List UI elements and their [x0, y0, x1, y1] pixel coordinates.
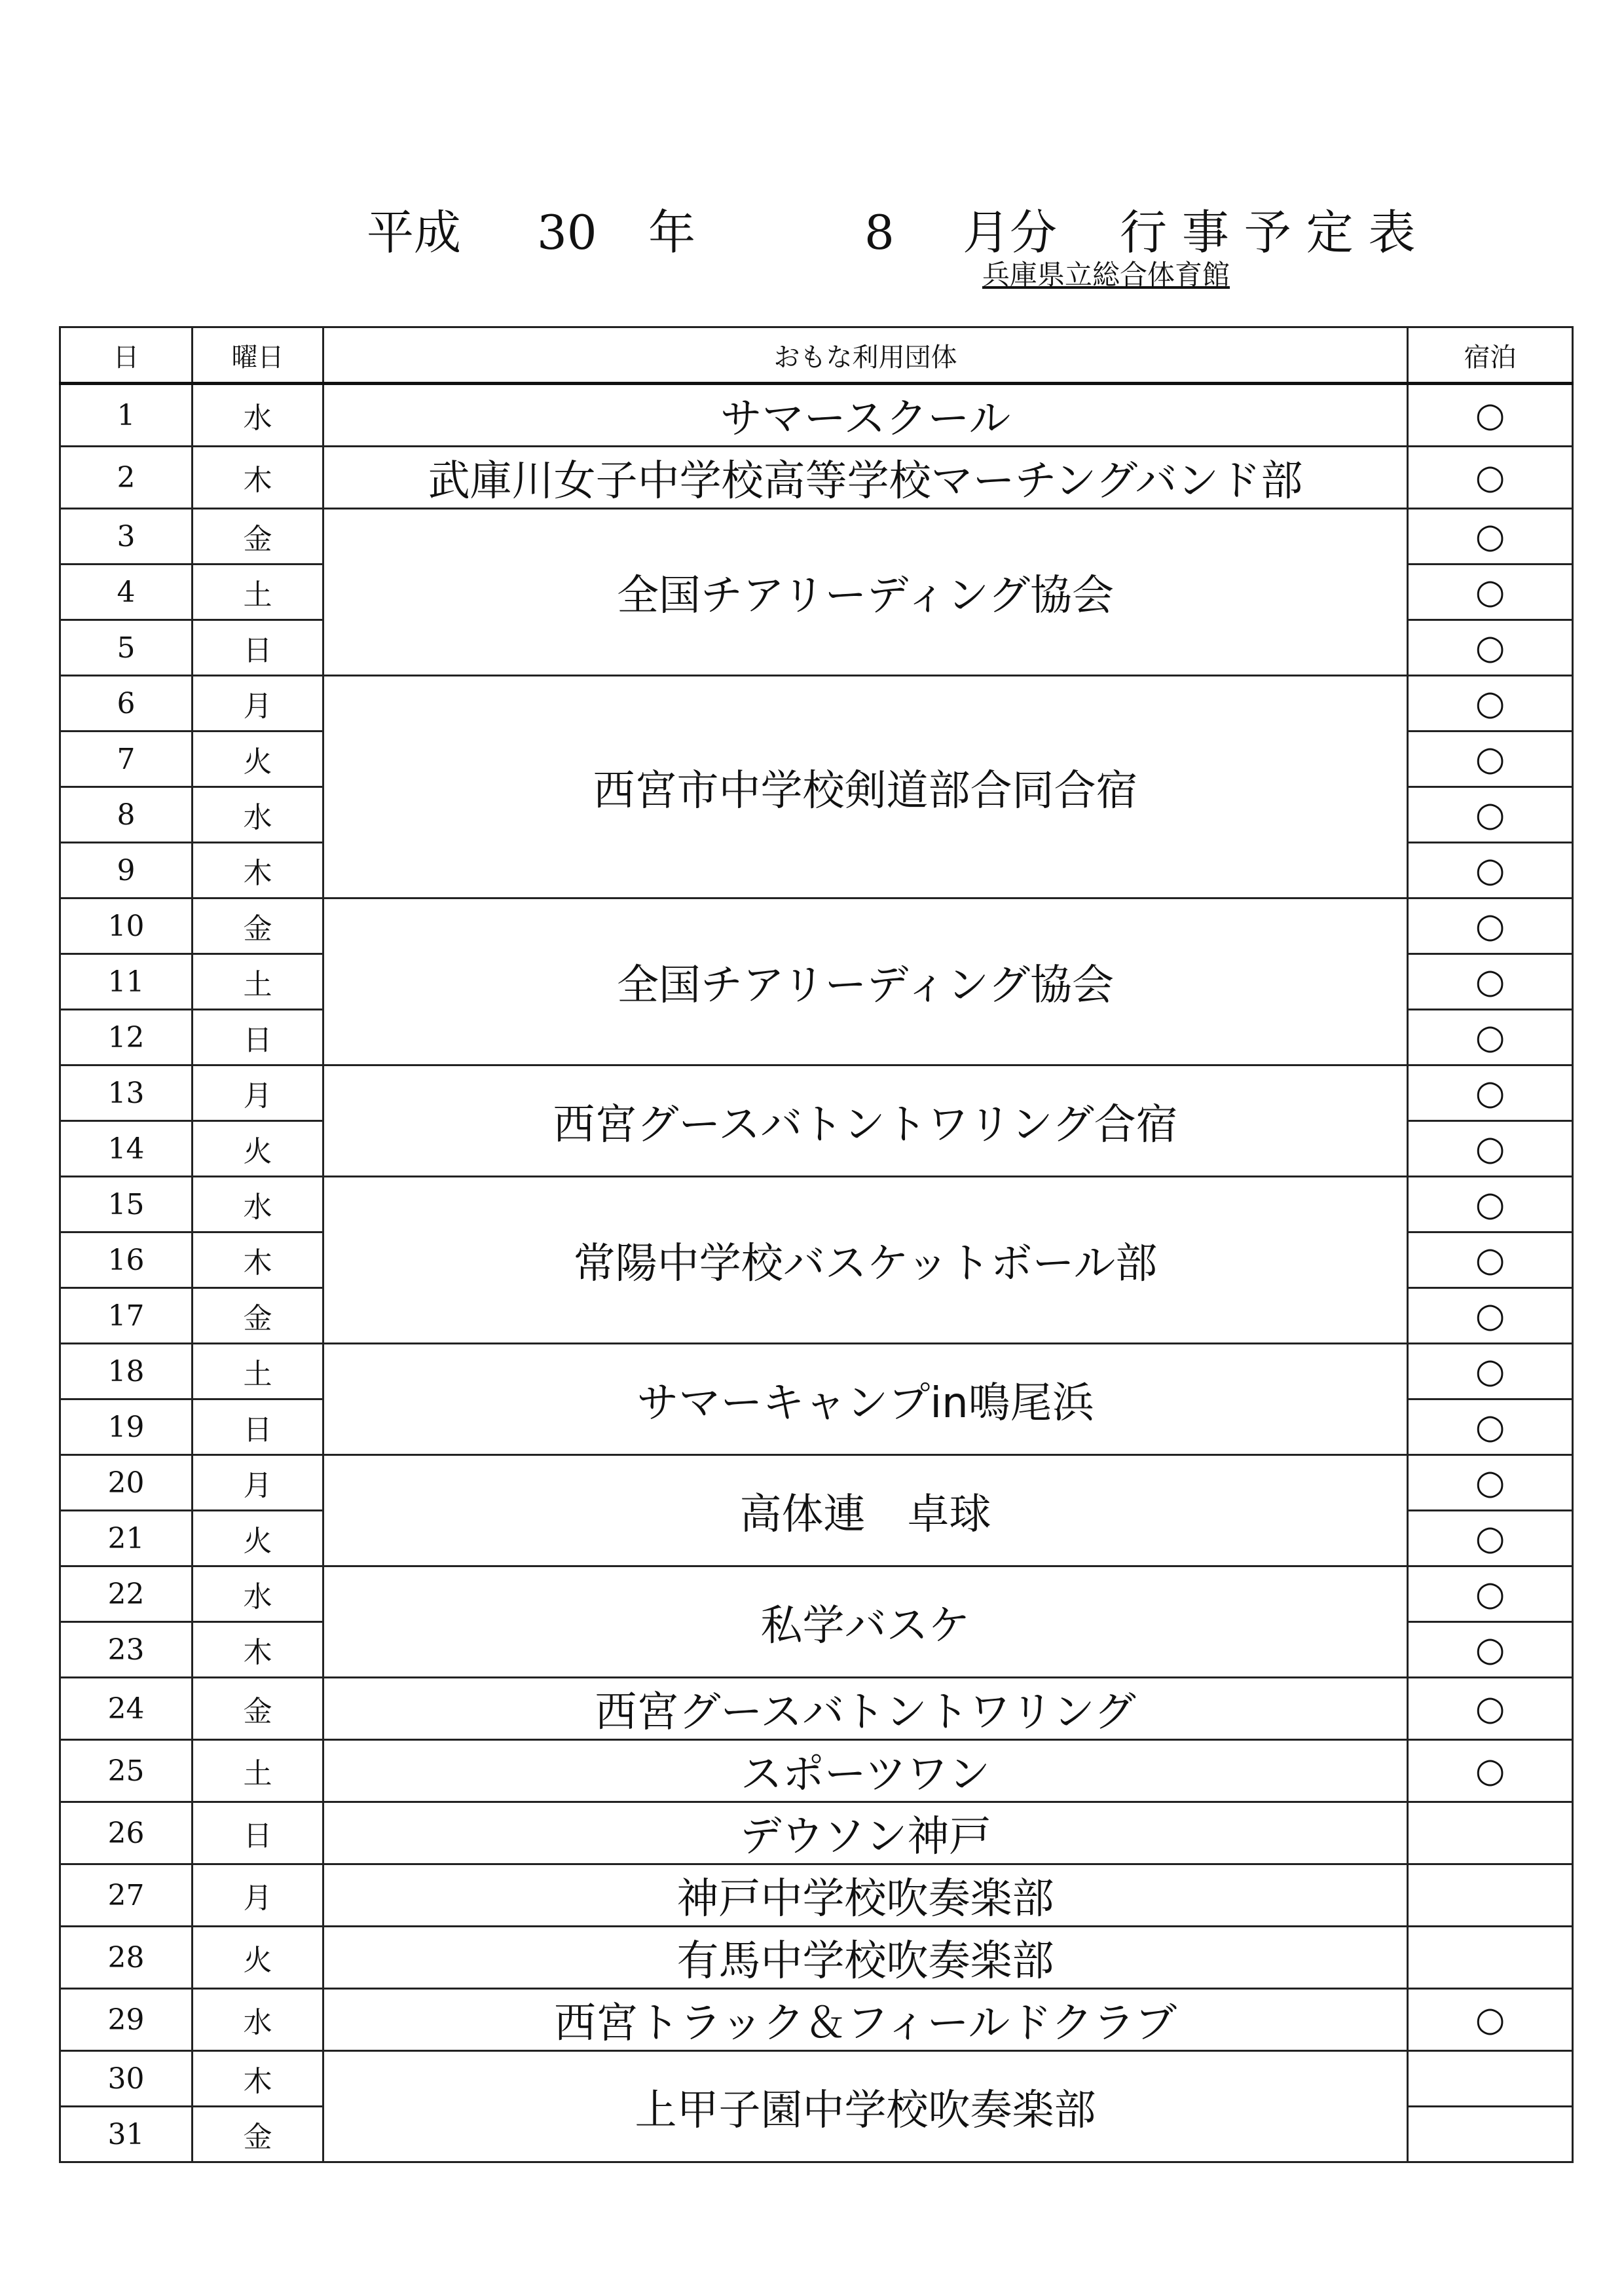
- weekday-cell: 木: [193, 843, 323, 898]
- day-cell: 13: [60, 1065, 193, 1121]
- group-cell: 西宮トラック＆フィールドクラブ: [323, 1989, 1408, 2051]
- stay-cell: ○: [1408, 1511, 1573, 1566]
- table-row: [60, 2051, 1573, 2107]
- weekday-cell: 金: [193, 1678, 323, 1740]
- day-cell: 8: [60, 787, 193, 843]
- day-cell: 31: [60, 2107, 193, 2162]
- header-day: 日: [60, 327, 193, 384]
- table-row: [60, 1065, 1573, 1121]
- weekday-cell: 日: [193, 1010, 323, 1065]
- stay-cell: ○: [1408, 1989, 1573, 2051]
- stay-cell: ○: [1408, 1678, 1573, 1740]
- day-cell: 2: [60, 447, 193, 509]
- table-row: [60, 1566, 1573, 1622]
- weekday-cell: 木: [193, 1622, 323, 1678]
- day-cell: 26: [60, 1802, 193, 1864]
- stay-cell: ○: [1408, 954, 1573, 1010]
- table-row: [60, 1989, 1573, 2051]
- table-row: [60, 1802, 1573, 1864]
- stay-cell: ○: [1408, 1010, 1573, 1065]
- stay-cell: ○: [1408, 1232, 1573, 1288]
- stay-cell: ○: [1408, 1177, 1573, 1232]
- day-cell: 21: [60, 1511, 193, 1566]
- stay-cell: ○: [1408, 509, 1573, 565]
- group-cell: 全国チアリーディング協会: [323, 898, 1408, 1065]
- weekday-cell: 土: [193, 565, 323, 620]
- schedule-table: [59, 326, 1574, 2163]
- table-row: [60, 1740, 1573, 1802]
- stay-cell: [1408, 1802, 1573, 1864]
- table-row: [60, 1864, 1573, 1927]
- group-cell: 私学バスケ: [323, 1566, 1408, 1678]
- day-cell: 17: [60, 1288, 193, 1344]
- weekday-cell: 火: [193, 1121, 323, 1177]
- group-cell: 西宮グースバトントワリング: [323, 1678, 1408, 1740]
- stay-cell: ○: [1408, 1740, 1573, 1802]
- day-cell: 12: [60, 1010, 193, 1065]
- weekday-cell: 土: [193, 1344, 323, 1399]
- stay-cell: ○: [1408, 1344, 1573, 1399]
- weekday-cell: 金: [193, 509, 323, 565]
- stay-cell: ○: [1408, 1288, 1573, 1344]
- weekday-cell: 金: [193, 2107, 323, 2162]
- stay-cell: ○: [1408, 843, 1573, 898]
- stay-cell: ○: [1408, 620, 1573, 676]
- stay-cell: ○: [1408, 731, 1573, 787]
- weekday-cell: 月: [193, 676, 323, 731]
- day-cell: 15: [60, 1177, 193, 1232]
- stay-cell: ○: [1408, 1622, 1573, 1678]
- day-cell: 24: [60, 1678, 193, 1740]
- stay-cell: ○: [1408, 384, 1573, 447]
- weekday-cell: 木: [193, 2051, 323, 2107]
- stay-cell: ○: [1408, 447, 1573, 509]
- weekday-cell: 水: [193, 787, 323, 843]
- title-era: 平成: [367, 205, 462, 260]
- weekday-cell: 月: [193, 1065, 323, 1121]
- table-row: [60, 1344, 1573, 1399]
- weekday-cell: 月: [193, 1864, 323, 1927]
- weekday-cell: 金: [193, 1288, 323, 1344]
- day-cell: 27: [60, 1864, 193, 1927]
- group-cell: デウソン神戸: [323, 1802, 1408, 1864]
- day-cell: 29: [60, 1989, 193, 2051]
- weekday-cell: 水: [193, 1989, 323, 2051]
- title-month: 8: [864, 205, 895, 260]
- group-cell: サマーキャンプin鳴尾浜: [323, 1344, 1408, 1455]
- title-year-unit: 年: [648, 205, 696, 260]
- title-month-unit: 月分: [963, 205, 1058, 260]
- table-row: [60, 1678, 1573, 1740]
- table-row: [60, 384, 1573, 447]
- table-row: [60, 447, 1573, 509]
- weekday-cell: 木: [193, 447, 323, 509]
- schedule-body: [60, 384, 1573, 2162]
- title-label: 行 事 予 定 表: [1120, 205, 1416, 260]
- table-row: [60, 509, 1573, 565]
- stay-cell: ○: [1408, 676, 1573, 731]
- weekday-cell: 火: [193, 731, 323, 787]
- stay-cell: ○: [1408, 1566, 1573, 1622]
- group-cell: 全国チアリーディング協会: [323, 509, 1408, 676]
- day-cell: 10: [60, 898, 193, 954]
- day-cell: 16: [60, 1232, 193, 1288]
- header-row: [60, 327, 1573, 384]
- facility-name: 兵庫県立総合体育館: [982, 259, 1230, 291]
- stay-cell: [1408, 1864, 1573, 1927]
- weekday-cell: 日: [193, 1399, 323, 1455]
- stay-cell: ○: [1408, 1399, 1573, 1455]
- weekday-cell: 日: [193, 620, 323, 676]
- group-cell: 常陽中学校バスケットボール部: [323, 1177, 1408, 1344]
- day-cell: 25: [60, 1740, 193, 1802]
- group-cell: 高体連 卓球: [323, 1455, 1408, 1566]
- day-cell: 18: [60, 1344, 193, 1399]
- stay-cell: ○: [1408, 565, 1573, 620]
- stay-cell: ○: [1408, 1455, 1573, 1511]
- group-cell: 上甲子園中学校吹奏楽部: [323, 2051, 1408, 2162]
- table-row: [60, 1455, 1573, 1511]
- day-cell: 6: [60, 676, 193, 731]
- day-cell: 1: [60, 384, 193, 447]
- group-cell: 神戸中学校吹奏楽部: [323, 1864, 1408, 1927]
- weekday-cell: 火: [193, 1511, 323, 1566]
- table-row: [60, 1177, 1573, 1232]
- day-cell: 22: [60, 1566, 193, 1622]
- day-cell: 7: [60, 731, 193, 787]
- group-cell: スポーツワン: [323, 1740, 1408, 1802]
- day-cell: 3: [60, 509, 193, 565]
- weekday-cell: 木: [193, 1232, 323, 1288]
- stay-cell: [1408, 1927, 1573, 1989]
- stay-cell: [1408, 2051, 1573, 2107]
- weekday-cell: 日: [193, 1802, 323, 1864]
- weekday-cell: 土: [193, 1740, 323, 1802]
- weekday-cell: 火: [193, 1927, 323, 1989]
- day-cell: 5: [60, 620, 193, 676]
- weekday-cell: 土: [193, 954, 323, 1010]
- header-stay: 宿泊: [1408, 327, 1573, 384]
- day-cell: 30: [60, 2051, 193, 2107]
- group-cell: 武庫川女子中学校高等学校マーチングバンド部: [323, 447, 1408, 509]
- weekday-cell: 水: [193, 1566, 323, 1622]
- header-weekday: 曜日: [193, 327, 323, 384]
- day-cell: 11: [60, 954, 193, 1010]
- stay-cell: ○: [1408, 1121, 1573, 1177]
- table-row: [60, 676, 1573, 731]
- day-cell: 28: [60, 1927, 193, 1989]
- weekday-cell: 水: [193, 384, 323, 447]
- group-cell: サマースクール: [323, 384, 1408, 447]
- weekday-cell: 金: [193, 898, 323, 954]
- table-row: [60, 898, 1573, 954]
- weekday-cell: 月: [193, 1455, 323, 1511]
- day-cell: 23: [60, 1622, 193, 1678]
- day-cell: 14: [60, 1121, 193, 1177]
- table-row: [60, 1927, 1573, 1989]
- stay-cell: ○: [1408, 898, 1573, 954]
- weekday-cell: 水: [193, 1177, 323, 1232]
- day-cell: 20: [60, 1455, 193, 1511]
- stay-cell: ○: [1408, 787, 1573, 843]
- group-cell: 有馬中学校吹奏楽部: [323, 1927, 1408, 1989]
- group-cell: 西宮グースバトントワリング合宿: [323, 1065, 1408, 1177]
- stay-cell: ○: [1408, 1065, 1573, 1121]
- header-group: おもな利用団体: [323, 327, 1408, 384]
- stay-cell: [1408, 2107, 1573, 2162]
- title-year: 30: [537, 205, 597, 260]
- day-cell: 19: [60, 1399, 193, 1455]
- group-cell: 西宮市中学校剣道部合同合宿: [323, 676, 1408, 898]
- day-cell: 4: [60, 565, 193, 620]
- day-cell: 9: [60, 843, 193, 898]
